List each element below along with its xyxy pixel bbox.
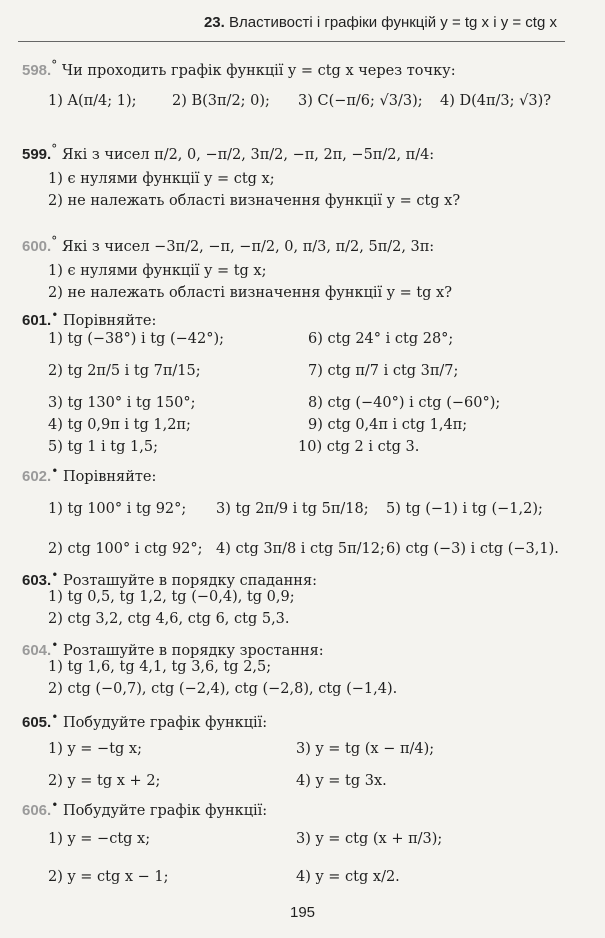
problem-599-item-1: 1) є нулями функції y = ctg x; bbox=[48, 171, 275, 187]
problem-number: 599. bbox=[22, 145, 52, 163]
problem-602-item-6: 6) ctg (−3) і ctg (−3,1). bbox=[386, 541, 559, 557]
problem-606-item-3: 3) y = ctg (x + π/3); bbox=[296, 831, 443, 847]
problem-602-item-5: 5) tg (−1) і tg (−1,2); bbox=[386, 501, 543, 517]
problem-600-item-1: 1) є нулями функції y = tg x; bbox=[48, 263, 267, 279]
problem-601-item-7: 7) ctg π/7 і ctg 3π/7; bbox=[308, 363, 459, 379]
problem-601-item-6: 6) ctg 24° і ctg 28°; bbox=[308, 331, 454, 347]
level-mark: ° bbox=[51, 142, 58, 156]
problem-605-item-2: 2) y = tg x + 2; bbox=[48, 773, 161, 789]
problem-606 bbox=[22, 796, 267, 820]
problem-602-item-1: 1) tg 100° і tg 92°; bbox=[48, 501, 187, 517]
section-title: Властивості і графіки функцій y = tg x і y = ctg x bbox=[228, 14, 557, 31]
problem-606-item-4: 4) y = ctg x/2. bbox=[296, 869, 400, 885]
problem-598-item-2: 2) B(3π/2; 0); bbox=[172, 93, 270, 109]
level-mark: ° bbox=[51, 234, 58, 248]
problem-number: 605. bbox=[22, 713, 52, 731]
problem-601-item-1: 1) tg (−38°) і tg (−42°); bbox=[48, 331, 224, 347]
problem-601-item-4: 4) tg 0,9π і tg 1,2π; bbox=[48, 417, 191, 433]
problem-604-item-1: 1) tg 1,6, tg 4,1, tg 3,6, tg 2,5; bbox=[48, 659, 272, 675]
problem-599-item-2: 2) не належать області визначення функції y = ctg x? bbox=[48, 193, 461, 209]
problem-statement: Побудуйте графік функції: bbox=[62, 714, 268, 731]
page-header bbox=[0, 0, 605, 44]
problem-statement: Які з чисел −3π/2, −π, −π/2, 0, π/3, π/2, 5π/2, 3π: bbox=[61, 238, 435, 255]
problem-605 bbox=[22, 708, 267, 732]
problem-statement: Які з чисел π/2, 0, −π/2, 3π/2, −π, 2π, −5π/2, π/4: bbox=[61, 146, 435, 163]
problem-599 bbox=[22, 140, 434, 164]
problem-605-item-1: 1) y = −tg x; bbox=[48, 741, 142, 757]
problem-598-item-4: 4) D(4π/3; √3)? bbox=[440, 93, 552, 109]
level-mark: • bbox=[51, 638, 59, 652]
problem-604 bbox=[22, 636, 324, 660]
header-rule bbox=[18, 41, 565, 42]
problem-601 bbox=[22, 306, 156, 330]
problem-number: 598. bbox=[22, 61, 52, 79]
problem-600-item-2: 2) не належать області визначення функції y = tg x? bbox=[48, 285, 453, 301]
problem-number: 606. bbox=[22, 801, 52, 819]
problem-statement: Розташуйте в порядку зростання: bbox=[62, 642, 324, 659]
problem-602-item-4: 4) ctg 3π/8 і ctg 5π/12; bbox=[216, 541, 385, 557]
problem-598-item-1: 1) A(π/4; 1); bbox=[48, 93, 137, 109]
level-mark: • bbox=[51, 568, 59, 582]
problem-606-item-2: 2) y = ctg x − 1; bbox=[48, 869, 169, 885]
problem-606-item-1: 1) y = −ctg x; bbox=[48, 831, 151, 847]
problem-605-item-3: 3) y = tg (x − π/4); bbox=[296, 741, 435, 757]
problem-statement: Чи проходить графік функції y = ctg x через точку: bbox=[61, 62, 456, 79]
problem-598 bbox=[22, 56, 456, 80]
problem-602-item-2: 2) ctg 100° і ctg 92°; bbox=[48, 541, 203, 557]
level-mark: • bbox=[51, 798, 59, 812]
problem-602 bbox=[22, 462, 156, 486]
level-mark: • bbox=[51, 710, 59, 724]
problem-statement: Побудуйте графік функції: bbox=[62, 802, 268, 819]
problem-number: 601. bbox=[22, 311, 52, 329]
problem-603 bbox=[22, 566, 317, 590]
problem-601-item-9: 9) ctg 0,4π і ctg 1,4π; bbox=[308, 417, 468, 433]
problem-598-item-3: 3) C(−π/6; √3/3); bbox=[298, 93, 423, 109]
problem-601-item-10: 10) ctg 2 і ctg 3. bbox=[298, 439, 420, 455]
problem-603-item-1: 1) tg 0,5, tg 1,2, tg (−0,4), tg 0,9; bbox=[48, 589, 295, 605]
problem-number: 600. bbox=[22, 237, 52, 255]
page-number: 195 bbox=[289, 904, 316, 921]
problem-statement: Порівняйте: bbox=[62, 312, 157, 329]
problem-602-item-3: 3) tg 2π/9 і tg 5π/18; bbox=[216, 501, 369, 517]
problem-601-item-5: 5) tg 1 і tg 1,5; bbox=[48, 439, 158, 455]
problem-601-item-3: 3) tg 130° і tg 150°; bbox=[48, 395, 196, 411]
problem-603-item-2: 2) ctg 3,2, ctg 4,6, ctg 6, ctg 5,3. bbox=[48, 611, 290, 627]
problem-number: 602. bbox=[22, 467, 52, 485]
problem-601-item-2: 2) tg 2π/5 і tg 7π/15; bbox=[48, 363, 201, 379]
running-head bbox=[204, 14, 557, 31]
problem-number: 603. bbox=[22, 571, 52, 589]
problem-600 bbox=[22, 232, 434, 256]
problem-statement: Порівняйте: bbox=[62, 468, 157, 485]
level-mark: • bbox=[51, 464, 59, 478]
section-number: 23. bbox=[203, 14, 225, 31]
problem-number: 604. bbox=[22, 641, 52, 659]
problem-statement: Розташуйте в порядку спадання: bbox=[62, 572, 317, 589]
problem-601-item-8: 8) ctg (−40°) і ctg (−60°); bbox=[308, 395, 501, 411]
problem-605-item-4: 4) y = tg 3x. bbox=[296, 773, 387, 789]
level-mark: • bbox=[51, 308, 59, 322]
level-mark: ° bbox=[51, 58, 58, 72]
problem-604-item-2: 2) ctg (−0,7), ctg (−2,4), ctg (−2,8), ctg (−1,4). bbox=[48, 681, 398, 697]
